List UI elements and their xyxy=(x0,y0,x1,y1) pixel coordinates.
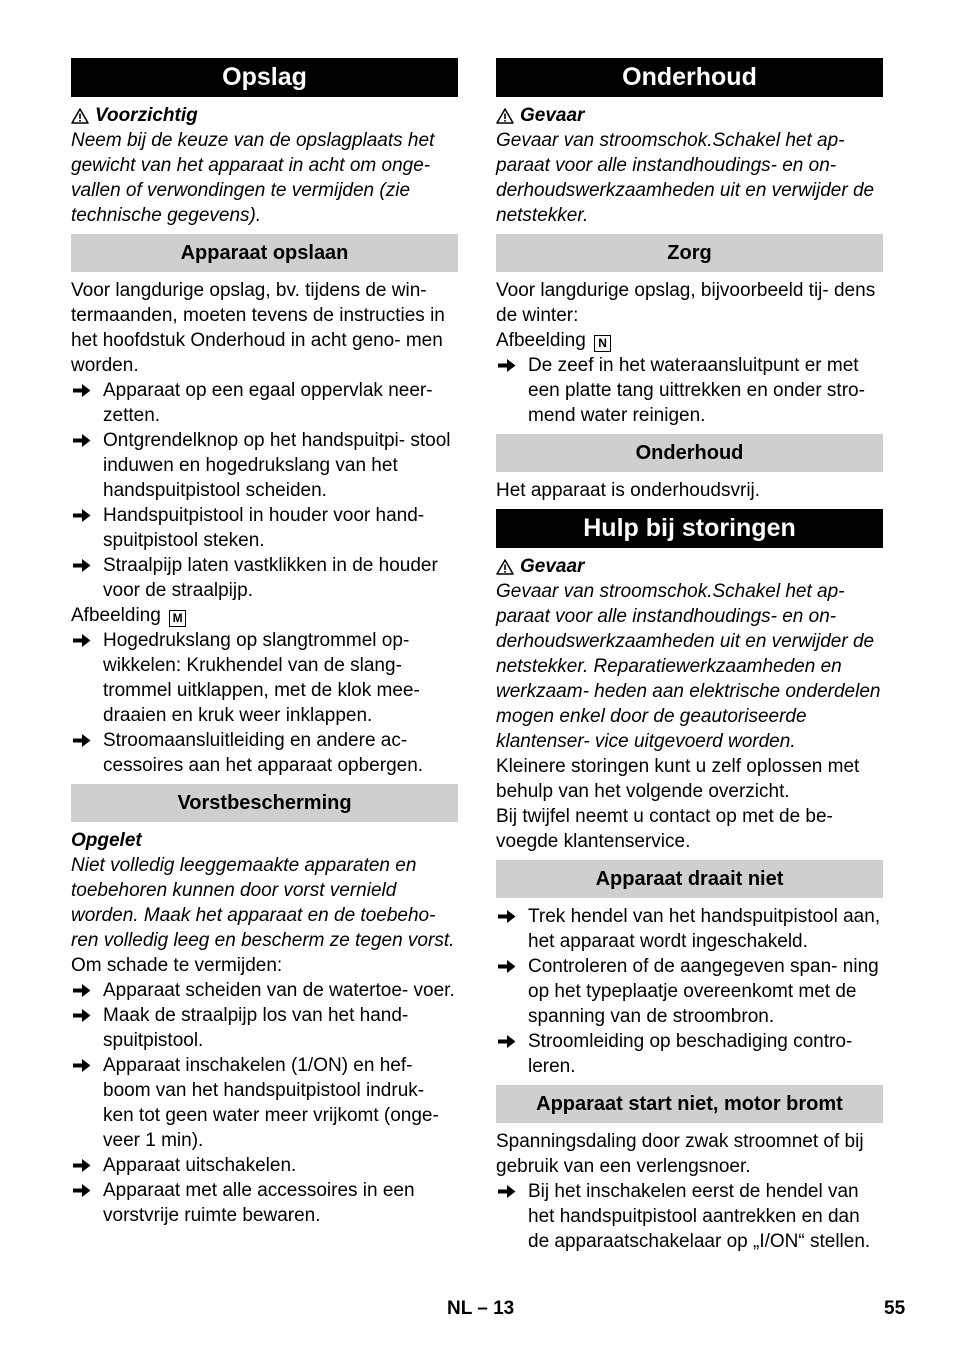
list-item-text: Hogedrukslang op slangtrommel op- wikkelen: Krukhendel van de slang- trommel uitklappen, met de klok mee- draaien en kruk weer inklappen. xyxy=(103,630,420,726)
list-item xyxy=(71,1053,458,1153)
list-item-text: De zeef in het wateraansluitpunt er met een platte tang uittrekken en onder stro- mend water reinigen. xyxy=(528,355,865,426)
left-column xyxy=(71,58,458,1228)
list-item-text: Apparaat met alle accessoires in een vorstvrije ruimte bewaren. xyxy=(103,1180,415,1226)
subsection-title-onderhoud: Onderhoud xyxy=(496,434,883,472)
caution-text: Neem bij de keuze van de opslagplaats het gewicht van het apparaat in acht om onge- vallen of verwondingen te vermijden (zie technische gegevens). xyxy=(71,130,435,226)
afbeelding-reference xyxy=(496,328,883,353)
subsection-title-apparaat-start-niet: Apparaat start niet, motor bromt xyxy=(496,1085,883,1123)
list-item xyxy=(71,628,458,728)
afbeelding-label: Afbeelding xyxy=(71,605,161,626)
arrow-right-icon xyxy=(73,1158,91,1173)
figure-letter-badge: N xyxy=(594,335,611,352)
list-item-text: Handspuitpistool in houder voor hand- spuitpistool steken. xyxy=(103,505,425,551)
list-item xyxy=(496,904,883,954)
caution-notice xyxy=(71,103,458,128)
danger-notice-2 xyxy=(496,554,883,579)
section-title-onderhoud: Onderhoud xyxy=(496,58,883,97)
arrow-right-icon xyxy=(498,1184,516,1199)
opslaan-intro: Voor langdurige opslag, bv. tijdens de win- termaanden, moeten tevens de instructies in het hoofdstuk Onderhoud in acht geno- men worden. xyxy=(71,280,445,376)
list-item xyxy=(71,978,458,1003)
caution-label: Voorzichtig xyxy=(95,105,198,126)
list-item-text: Apparaat op een egaal oppervlak neer- zetten. xyxy=(103,380,433,426)
onderhoud-text: Het apparaat is onderhoudsvrij. xyxy=(496,480,761,501)
section-title-hulp-bij-storingen: Hulp bij storingen xyxy=(496,509,883,548)
afbeelding-label: Afbeelding xyxy=(496,330,586,351)
list-item xyxy=(496,1179,883,1254)
zorg-list xyxy=(496,353,883,428)
list-item xyxy=(496,1029,883,1079)
footer-language-page: NL – 13 xyxy=(447,1298,515,1319)
arrow-right-icon xyxy=(73,1008,91,1023)
draait-list xyxy=(496,904,883,1079)
danger-label-2: Gevaar xyxy=(520,556,585,577)
arrow-right-icon xyxy=(498,959,516,974)
list-item-text: Stroomleiding op beschadiging contro- leren. xyxy=(528,1031,853,1077)
list-item xyxy=(496,353,883,428)
list-item xyxy=(71,503,458,553)
list-item xyxy=(71,1003,458,1053)
arrow-right-icon xyxy=(498,1034,516,1049)
list-item-text: Bij het inschakelen eerst de hendel van het handspuitpistool aantrekken en dan de apparaatschakelaar op „I/ON“ stellen. xyxy=(528,1181,871,1252)
start-text: Spanningsdaling door zwak stroomnet of bij gebruik van een verlengsnoer. xyxy=(496,1131,864,1177)
arrow-right-icon xyxy=(73,433,91,448)
list-item-text: Apparaat scheiden van de watertoe- voer. xyxy=(103,980,455,1001)
subsection-title-vorstbescherming: Vorstbescherming xyxy=(71,784,458,822)
opgelet-text: Niet volledig leeggemaakte apparaten en toebehoren kunnen door vorst vernield worden. Maak het apparaat en de toebeho- ren volledig leeg en bescherm ze tegen vorst. xyxy=(71,855,455,951)
section-title-opslag: Opslag xyxy=(71,58,458,97)
list-item-text: Apparaat uitschakelen. xyxy=(103,1155,297,1176)
start-list xyxy=(496,1179,883,1254)
arrow-right-icon xyxy=(498,909,516,924)
warning-triangle-icon xyxy=(496,108,514,124)
warning-triangle-icon xyxy=(496,559,514,575)
zorg-intro: Voor langdurige opslag, bijvoorbeeld tij- dens de winter: xyxy=(496,280,876,326)
list-item xyxy=(496,954,883,1029)
list-item xyxy=(71,428,458,503)
danger-notice xyxy=(496,103,883,128)
opslaan-list xyxy=(71,378,458,603)
list-item xyxy=(71,728,458,778)
arrow-right-icon xyxy=(73,508,91,523)
list-item xyxy=(71,1178,458,1228)
arrow-right-icon xyxy=(498,358,516,373)
arrow-right-icon xyxy=(73,983,91,998)
afbeelding-reference xyxy=(71,603,458,628)
list-item-text: Trek hendel van het handspuitpistool aan, het apparaat wordt ingeschakeld. xyxy=(528,906,881,952)
subsection-title-apparaat-opslaan: Apparaat opslaan xyxy=(71,234,458,272)
opgelet-label: Opgelet xyxy=(71,830,142,851)
list-item-text: Controleren of de aangegeven span- ning op het typeplaatje overeenkomt met de spanning van de stroombron. xyxy=(528,956,879,1027)
list-item-text: Stroomaansluitleiding en andere ac- cessoires aan het apparaat opbergen. xyxy=(103,730,424,776)
footer-page-number: 55 xyxy=(884,1298,906,1319)
danger-text: Gevaar van stroomschok.Schakel het ap- paraat voor alle instandhoudings- en on- derhoudswerkzaamheden uit en verwijder de netstekker. xyxy=(496,130,875,226)
subsection-title-zorg: Zorg xyxy=(496,234,883,272)
arrow-right-icon xyxy=(73,383,91,398)
vorst-list xyxy=(71,978,458,1228)
warning-triangle-icon xyxy=(71,108,89,124)
list-item-text: Straalpijp laten vastklikken in de houder voor de straalpijp. xyxy=(103,555,438,601)
kleinere-storingen-text: Kleinere storingen kunt u zelf oplossen met behulp van het volgende overzicht. xyxy=(496,756,860,802)
twijfel-text: Bij twijfel neemt u contact op met de be- voegde klantenservice. xyxy=(496,806,833,852)
list-item xyxy=(71,1153,458,1178)
list-item-text: Maak de straalpijp los van het hand- spuitpistool. xyxy=(103,1005,409,1051)
arrow-right-icon xyxy=(73,1183,91,1198)
schade-intro: Om schade te vermijden: xyxy=(71,955,283,976)
right-column xyxy=(496,58,883,1254)
arrow-right-icon xyxy=(73,633,91,648)
opslaan-list-2 xyxy=(71,628,458,778)
list-item xyxy=(71,553,458,603)
subsection-title-apparaat-draait-niet: Apparaat draait niet xyxy=(496,860,883,898)
danger-text-2: Gevaar van stroomschok.Schakel het ap- paraat voor alle instandhoudings- en on- derhoudswerkzaamheden uit en verwijder de netstekker. Reparatiewerkzaamheden en werkzaam- heden aan elektrische onderdelen mogen enkel door de geautoriseerde klantenser- vice uitgevoerd worden. xyxy=(496,581,881,752)
arrow-right-icon xyxy=(73,1058,91,1073)
list-item-text: Ontgrendelknop op het handspuitpi- stool induwen en hogedrukslang van het handspuitpistool scheiden. xyxy=(103,430,451,501)
list-item xyxy=(71,378,458,428)
arrow-right-icon xyxy=(73,558,91,573)
danger-label: Gevaar xyxy=(520,105,585,126)
figure-letter-badge: M xyxy=(169,610,186,627)
arrow-right-icon xyxy=(73,733,91,748)
list-item-text: Apparaat inschakelen (1/ON) en hef- boom van het handspuitpistool indruk- ken tot geen water meer vrijkomt (onge- veer 1 min). xyxy=(103,1055,439,1151)
